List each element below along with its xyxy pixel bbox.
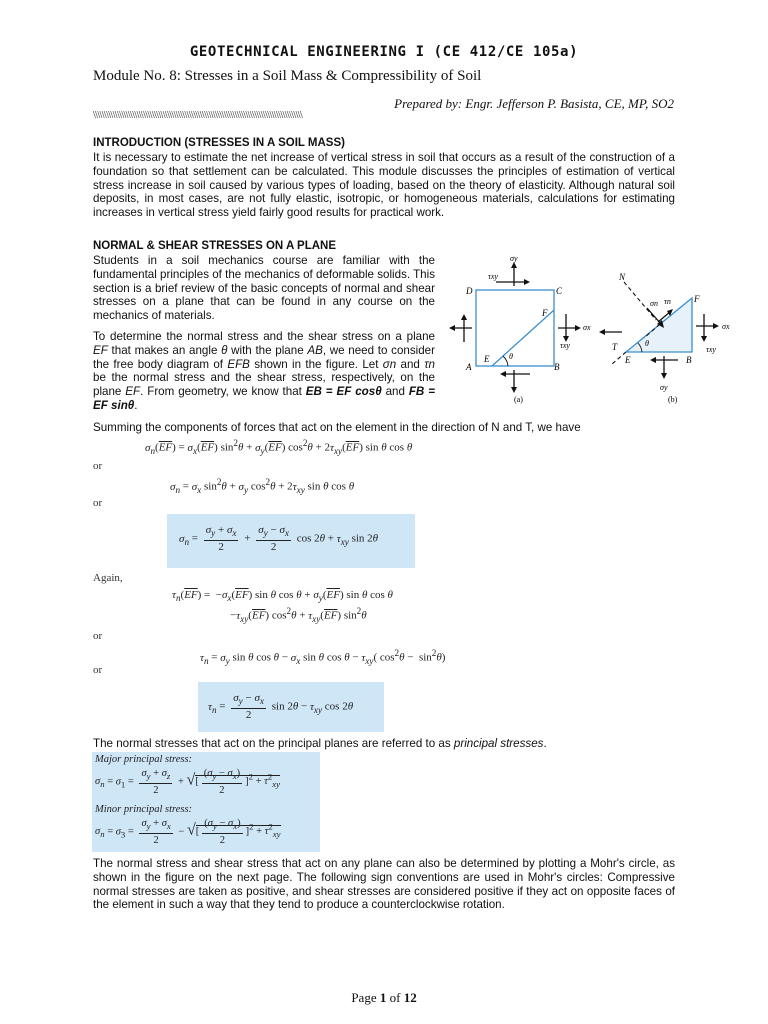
label-T: T [612,342,618,352]
label-sigma-y-b: σy [660,383,668,392]
caption-a: (a) [514,395,523,404]
label-tau-xy-right: τxy [560,341,570,350]
mohr-paragraph: The normal stress and shear stress that act on any plane can also be determined by plotting a Mohr's circle, as shown in the figure on the next page. The following sign conventions are used in Mohr's circles: Compressive normal stresses are taken as positive, and shear stresses are considered positive if they act on opposite faces of the element in such a way that they tend to produce a counterclockwise rotation. [93,857,675,912]
summing-text: Summing the components of forces that act on the element in the direction of N and T, we have [93,421,581,434]
connector-or-4: or [93,664,103,676]
caption-b: (b) [668,395,678,404]
connector-or-2: or [93,497,103,509]
equation-shear-expanded: $\tau_n = \sigma_y$ sin θ $\cos \theta - \sigma_x$ sin θ $\cos \theta - \tau_{xy}$( $\cos^2\theta - \sin^2\theta$) [200,648,446,666]
normal-shear-heading: NORMAL & SHEAR STRESSES ON A PLANE [93,240,337,252]
module-title: Module No. 8: Stresses in a Soil Mass & Compressibility of Soil [93,68,482,84]
tau-bottom-b-head [650,357,656,363]
label-B: B [554,362,560,372]
sigma-x-right-b-head [713,323,719,329]
boxed-sigma-n [167,514,415,568]
label-tau-xy-b: τxy [706,345,716,354]
label-tau-xy-top: τxy [488,272,498,281]
tau-right-b-head [701,336,707,342]
connector-again: Again, [93,572,123,584]
tangent-direction-t [612,352,626,364]
boxed-tau-n [198,682,384,732]
prepared-by: Prepared by: Engr. Jefferson P. Basista, CE, MP, SO2 [394,96,674,111]
label-sigma-y: σy [510,254,518,263]
theta-arc [503,356,508,366]
label-F-b: F [694,294,700,304]
label-sigma-x-b: σx [722,322,730,331]
figure-b [599,272,730,404]
normal-shear-para2: To determine the normal stress and the shear stress on a plane EF that makes an angle θ with the plane AB, we need to consider the free body diagram of EFB shown in the figure. Let σn and τn be the normal stress and the shear stress, respectively, on the plane EF. From geometry, we know that EB = EF cosθ and FB = EF sinθ. [93,330,435,412]
label-E: E [484,354,490,364]
intro-heading: INTRODUCTION (STRESSES IN A SOIL MASS) [93,137,345,149]
equation-normal-expanded: $\sigma_n = \sigma_x$ $\sin^2\theta + \sigma_y$ $\cos^2\theta + 2\tau_{xy}$ sin θ cos θ [170,477,355,495]
equation-force-normal: $\sigma_n(\overline{EF}) = \sigma_x(\overline{EF}) \sin^2\theta + \sigma_y(\overline{EF}) \cos^2\theta + 2\tau_{xy}(\overline{EF})$ sin θ cos θ [145,438,413,456]
equation-major-principal: $\sigma_n = \sigma_1$ = $\frac{\sigma_y + \sigma_z}{2}$ + √[ $\frac{(\sigma_y - \sigma_x)}{2}$ ]$^2 + \tau^2_{xy}$ [95,768,281,797]
label-B-b: B [686,355,692,365]
normal-shear-para1: Students in a soil mechanics course are familiar with the fundamental principles of the mechanics of deformable solids. This section is a brief review of the basic concepts of normal and shear stresses on a plane that can be found in any course on the mechanics of materials. [93,254,435,323]
label-sigma-n: σn [650,299,658,308]
principal-stress-box [92,752,320,852]
equation-force-shear: $\tau_n(\overline{EF}) = -\sigma_x(\overline{EF})$ sin θ $\cos \theta + \sigma_y(\overline{EF})$ sin θ cos θ [172,589,393,604]
sigma-x-left-b-head [599,329,605,335]
equation-sigma-n: $\sigma_n$ = $\frac{\sigma_y + \sigma_x}{2}$ + $\frac{\sigma_y - \sigma_x}{2}$ $\cos 2\theta + \tau_{xy}$ sin 2θ [179,524,379,554]
course-title: GEOTECHNICAL ENGINEERING I (CE 412/CE 105a) [189,44,579,60]
equation-minor-principal: $\sigma_n = \sigma_3$ = $\frac{\sigma_y + \sigma_x}{2}$ − √[ $\frac{(\sigma_y - \sigma_x)}{2}$ ]$^2 + \tau^2_{xy}$ [95,818,281,847]
label-N: N [619,272,626,282]
plane-ef [492,310,554,366]
stress-element-figure [446,252,746,404]
label-tau-n: τn [664,297,671,306]
major-principal-label: Major principal stress: [95,754,193,765]
sigma-y-bottom-arrowhead [511,387,517,393]
label-F: F [542,308,548,318]
tau-bottom-arrowhead [500,371,506,377]
page-footer: Page 1 of 12 [351,990,417,1005]
tau-left-arrowhead [461,314,467,320]
connector-or-1: or [93,460,103,472]
minor-principal-label: Minor principal stress: [95,804,193,815]
label-theta-a: θ [509,352,513,361]
label-A: A [466,362,472,372]
sigma-x-right-arrowhead [575,325,581,331]
label-C: C [556,286,563,296]
tau-top-arrowhead [524,279,530,285]
label-theta-b: θ [645,339,649,348]
connector-or-3: or [93,630,103,642]
label-D: D [466,286,473,296]
figure-a [449,254,591,404]
label-sigma-x: σx [583,323,591,332]
equation-tau-n: $\tau_n$ = $\frac{\sigma_y - \sigma_x}{2}$ $\sin 2\theta - \tau_{xy}$ cos 2θ [208,692,354,722]
sigma-x-left-arrowhead [449,325,455,331]
sigma-y-bottom-b-head [661,373,667,379]
header-divider: \\\\\\\\\\\\\\\\\\\\\\\\\\\\\\\\\\\\\\\\\\\\\\\\\\\\\\\\\\\\\\\\\\\\\\\\\\\\\\\\\\\\\\\\\\\\\\\\ [93,110,303,121]
intro-body: It is necessary to estimate the net increase of vertical stress in soil that occurs as a result of the construction of a foundation so that settlement can be calculated. This module discusses the principles of estimation of vertical stress increase in soil caused by various types of loading, based on the theory of elasticity. Although natural soil deposits, in most cases, are not fully elastic, isotropic, or homogeneous materials, calculations for estimating increases in vertical stress yield fairly good results for practical work. [93,151,675,220]
label-E-b: E [625,355,631,365]
principal-intro: The normal stresses that act on the principal planes are referred to as principal stresses. [93,737,547,750]
equation-force-shear-line2: $-\tau_{xy}(\overline{EF}) \cos^2\theta + \tau_{xy}(\overline{EF})$ $\sin^2\theta$ [230,606,367,624]
